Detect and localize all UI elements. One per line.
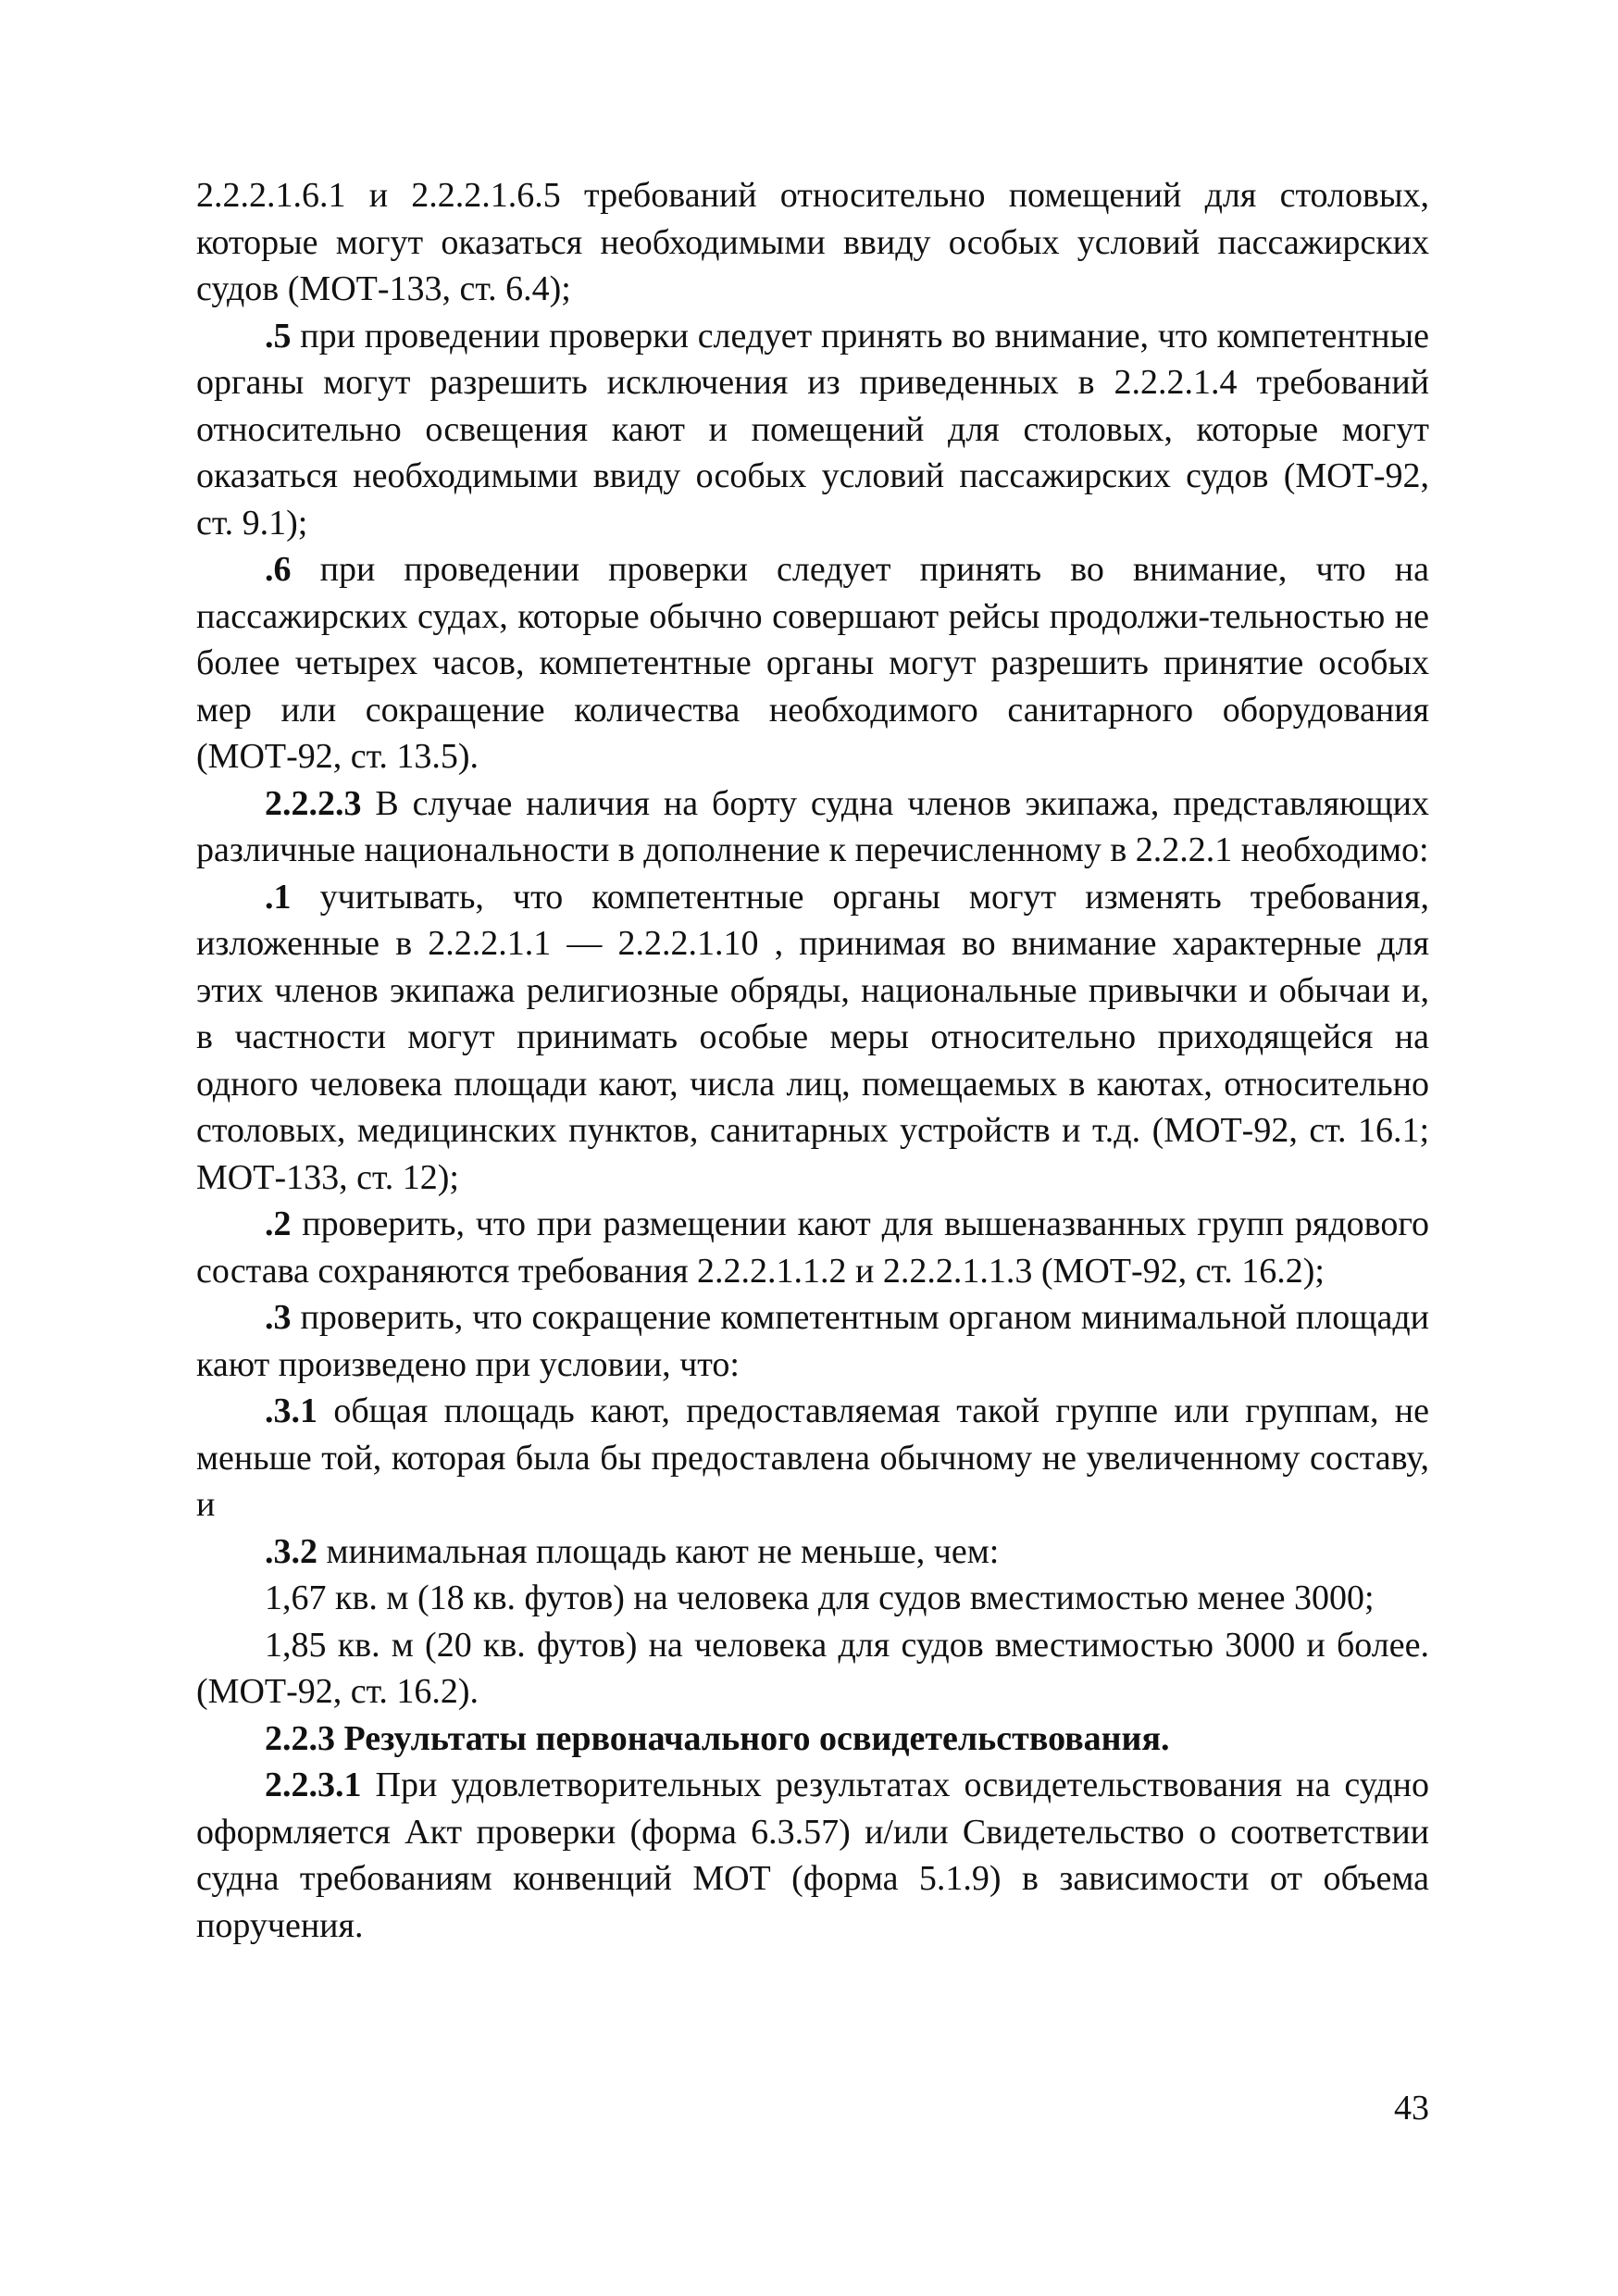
paragraph-text: учитывать, что компетентные органы могут изменять требования, изложенные в 2.2.2.1.1 — 2.2.2.1.10 , принимая во внимание характерные для этих членов экипажа религиозные обряды, национальные привычки и обычаи и, в частности могут принимать особые меры относительно приходящейся на одного человека площади кают, числа лиц, помещаемых в каютах, относительно столовых, медицинских пунктов, санитарных устройств и т.д. (МОТ-92, ст. 16.1; МОТ-133, ст. 12); (196, 877, 1429, 1197)
paragraph-text: общая площадь кают, предоставляемая такой группе или группам, не меньше той, которая была бы предоставлена обычному не увеличенному составу, и (196, 1391, 1429, 1524)
paragraph-text: проверить, что сокращение компетентным органом минимальной площади кают произведено при условии, что: (196, 1298, 1429, 1384)
paragraph-item-6 (196, 546, 1429, 780)
paragraph-2-2-2-3 (196, 780, 1429, 874)
item-number: .1 (265, 877, 292, 917)
paragraph-item-5 (196, 313, 1429, 547)
item-number: .6 (265, 550, 292, 589)
paragraph-continuation (196, 172, 1429, 313)
paragraph-text: при проведении проверки следует принять во внимание, что компетентные органы могут разрешить исключения из приведенных в 2.2.2.1.4 требований относительно освещения кают и помещений для столовых, которые могут оказаться необходимыми ввиду особых условий пассажирских судов (МОТ-92, ст. 9.1); (196, 316, 1429, 543)
heading-text: 2.2.3 Результаты первоначального освидетельствования. (265, 1718, 1170, 1758)
paragraph-text: 1,67 кв. м (18 кв. футов) на человека для судов вместимостью менее 3000; (265, 1578, 1375, 1617)
item-number: .3.1 (265, 1391, 317, 1430)
paragraph-item-3-2 (196, 1529, 1429, 1576)
section-number: 2.2.3.1 (265, 1766, 362, 1804)
paragraph-text: В случае наличия на борту судна членов экипажа, представляющих различные национальности в дополнение к перечисленному в 2.2.2.1 необходимо: (196, 783, 1429, 869)
item-number: .3.2 (265, 1531, 317, 1571)
paragraph-2-2-3-1 (196, 1762, 1429, 1949)
paragraph-item-3-1 (196, 1388, 1429, 1529)
paragraph-item-2 (196, 1201, 1429, 1294)
document-body (196, 172, 1429, 1949)
paragraph-text: При удовлетворительных результатах освидетельствования на судно оформляется Акт проверки (форма 6.3.57) и/или Свидетельство о соответствии судна требованиям конвенций МОТ (форма 5.1.9) в зависимости от объема поручения. (196, 1766, 1429, 1945)
paragraph-text: при проведении проверки следует принять во внимание, что на пассажирских судах, которые обычно совершают рейсы продолжи-тельностью не более четырех часов, компетентные органы могут разрешить принятие особых мер или сокращение количества необходимого санитарного оборудования (МОТ-92, ст. 13.5). (196, 550, 1429, 776)
section-number: 2.2.2.3 (265, 783, 362, 823)
paragraph-text: 2.2.2.1.6.1 и 2.2.2.1.6.5 требований относительно помещений для столовых, которые могут оказаться необходимыми ввиду особых условий пассажирских судов (МОТ-133, ст. 6.4); (196, 176, 1429, 308)
item-number: .3 (265, 1298, 292, 1337)
paragraph-text: проверить, что при размещении кают для вышеназванных групп рядового состава сохраняются требования 2.2.2.1.1.2 и 2.2.2.1.1.3 (МОТ-92, ст. 16.2); (196, 1204, 1429, 1291)
paragraph-area-less-3000 (196, 1575, 1429, 1622)
paragraph-item-3 (196, 1294, 1429, 1388)
paragraph-item-1 (196, 874, 1429, 1202)
page-number: 43 (1394, 2089, 1429, 2128)
item-number: .5 (265, 316, 292, 356)
section-heading-2-2-3 (196, 1716, 1429, 1763)
paragraph-text: минимальная площадь кают не меньше, чем: (317, 1531, 1000, 1571)
item-number: .2 (265, 1204, 292, 1243)
paragraph-text: 1,85 кв. м (20 кв. футов) на человека для судов вместимостью 3000 и более. (МОТ-92, ст. 16.2). (196, 1625, 1429, 1711)
paragraph-area-3000-more (196, 1622, 1429, 1716)
